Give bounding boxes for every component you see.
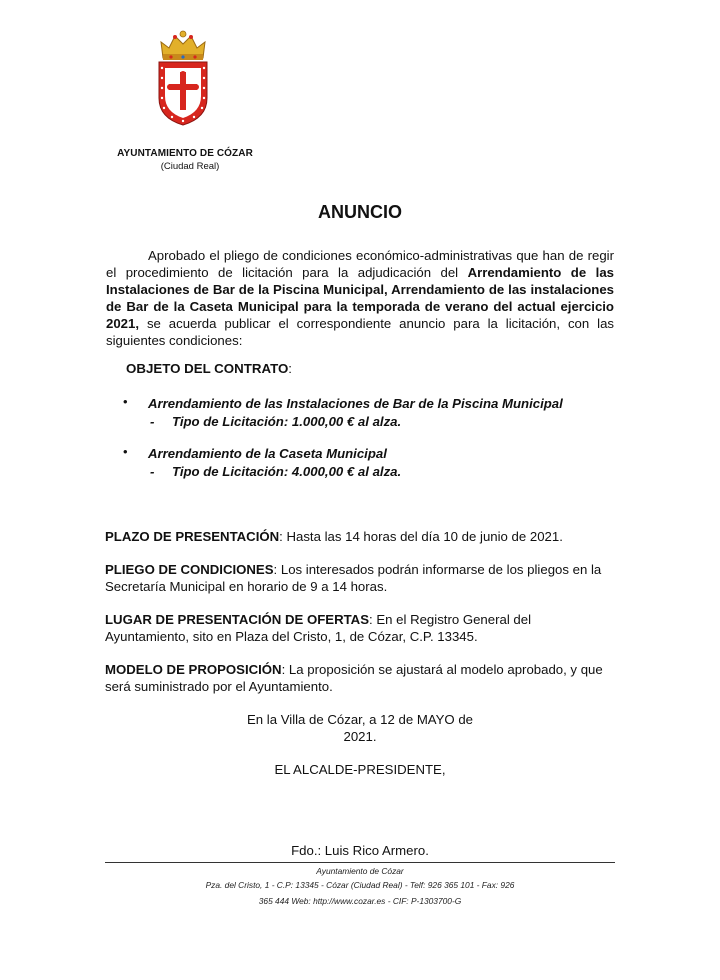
place-date	[210, 711, 510, 745]
dash-marker: -	[150, 464, 155, 479]
intro-text-2: se acuerda publicar el correspondiente anuncio para la licitación, con las siguientes condiciones:	[106, 316, 614, 348]
submission-place-paragraph	[105, 611, 615, 645]
organization-name: AYUNTAMIENTO DE CÓZAR	[117, 148, 253, 159]
footer-org: Ayuntamiento de Cózar	[316, 866, 404, 876]
deadline-paragraph	[105, 528, 615, 545]
terms-text: : Los interesados podrán informarse de los pliegos en la Secretaría Municipal en horario de 9 a 14 horas.	[105, 562, 602, 594]
signature-line: Fdo.: Luis Rico Armero.	[291, 843, 429, 858]
contract-item-name: Arrendamiento de las Instalaciones de Bar de la Piscina Municipal	[148, 396, 563, 411]
proposal-model-paragraph	[105, 661, 615, 695]
deadline-label: PLAZO DE PRESENTACIÓN	[105, 529, 280, 544]
footer-divider	[105, 862, 615, 863]
document-title: ANUNCIO	[318, 202, 402, 222]
contract-item-bid	[150, 464, 401, 479]
intro-bold-text: Arrendamiento de las Instalaciones de Bar de la Piscina Municipal, Arrendamiento de las instalaciones de Bar de la Caseta Municipal para la temporada de verano del actual ejercicio 2021,	[106, 265, 614, 331]
signatory-title: EL ALCALDE-PRESIDENTE,	[274, 762, 446, 777]
bullet-icon: •	[123, 444, 128, 459]
contract-item-bid	[150, 414, 401, 429]
contract-object-colon: :	[288, 361, 292, 376]
submission-place-text: : En el Registro General del Ayuntamiento, sito en Plaza del Cristo, 1, de Cózar, C.P. 13345.	[105, 612, 532, 644]
dash-marker: -	[150, 414, 155, 429]
proposal-model-label: MODELO DE PROPOSICIÓN	[105, 662, 282, 677]
contract-item-bid-text: Tipo de Licitación: 1.000,00 € al alza.	[172, 414, 402, 429]
contract-item-bid-text: Tipo de Licitación: 4.000,00 € al alza.	[172, 464, 402, 479]
place-date-line: En la Villa de Cózar, a 12 de MAYO de	[246, 712, 474, 727]
place-date-year: 2021.	[343, 729, 377, 744]
proposal-model-text: : La proposición se ajustará al modelo aprobado, y que será suministrado por el Ayuntamiento.	[105, 662, 603, 694]
intro-text-1: Aprobado el pliego de condiciones económico-administrativas que han de regir el procedimiento de licitación para la adjudicación del	[106, 248, 614, 280]
organization-location: (Ciudad Real)	[160, 161, 220, 172]
contract-object-label: OBJETO DEL CONTRATO	[126, 361, 289, 376]
intro-paragraph	[106, 247, 614, 349]
deadline-text: : Hasta las 14 horas del día 10 de junio de 2021.	[279, 529, 563, 544]
terms-paragraph	[105, 561, 615, 595]
contract-object-heading	[126, 361, 292, 376]
bullet-icon: •	[123, 394, 128, 409]
footer-contact: 365 444 Web: http://www.cozar.es - CIF: P-1303700-G	[258, 896, 462, 906]
contract-item-name: Arrendamiento de la Caseta Municipal	[148, 446, 387, 461]
submission-place-label: LUGAR DE PRESENTACIÓN DE OFERTAS	[105, 612, 370, 627]
footer-address: Pza. del Cristo, 1 - C.P: 13345 - Cózar (Ciudad Real) - Telf: 926 365 101 - Fax: 926	[205, 880, 515, 890]
coat-of-arms-icon	[155, 28, 211, 126]
terms-label: PLIEGO DE CONDICIONES	[105, 562, 274, 577]
